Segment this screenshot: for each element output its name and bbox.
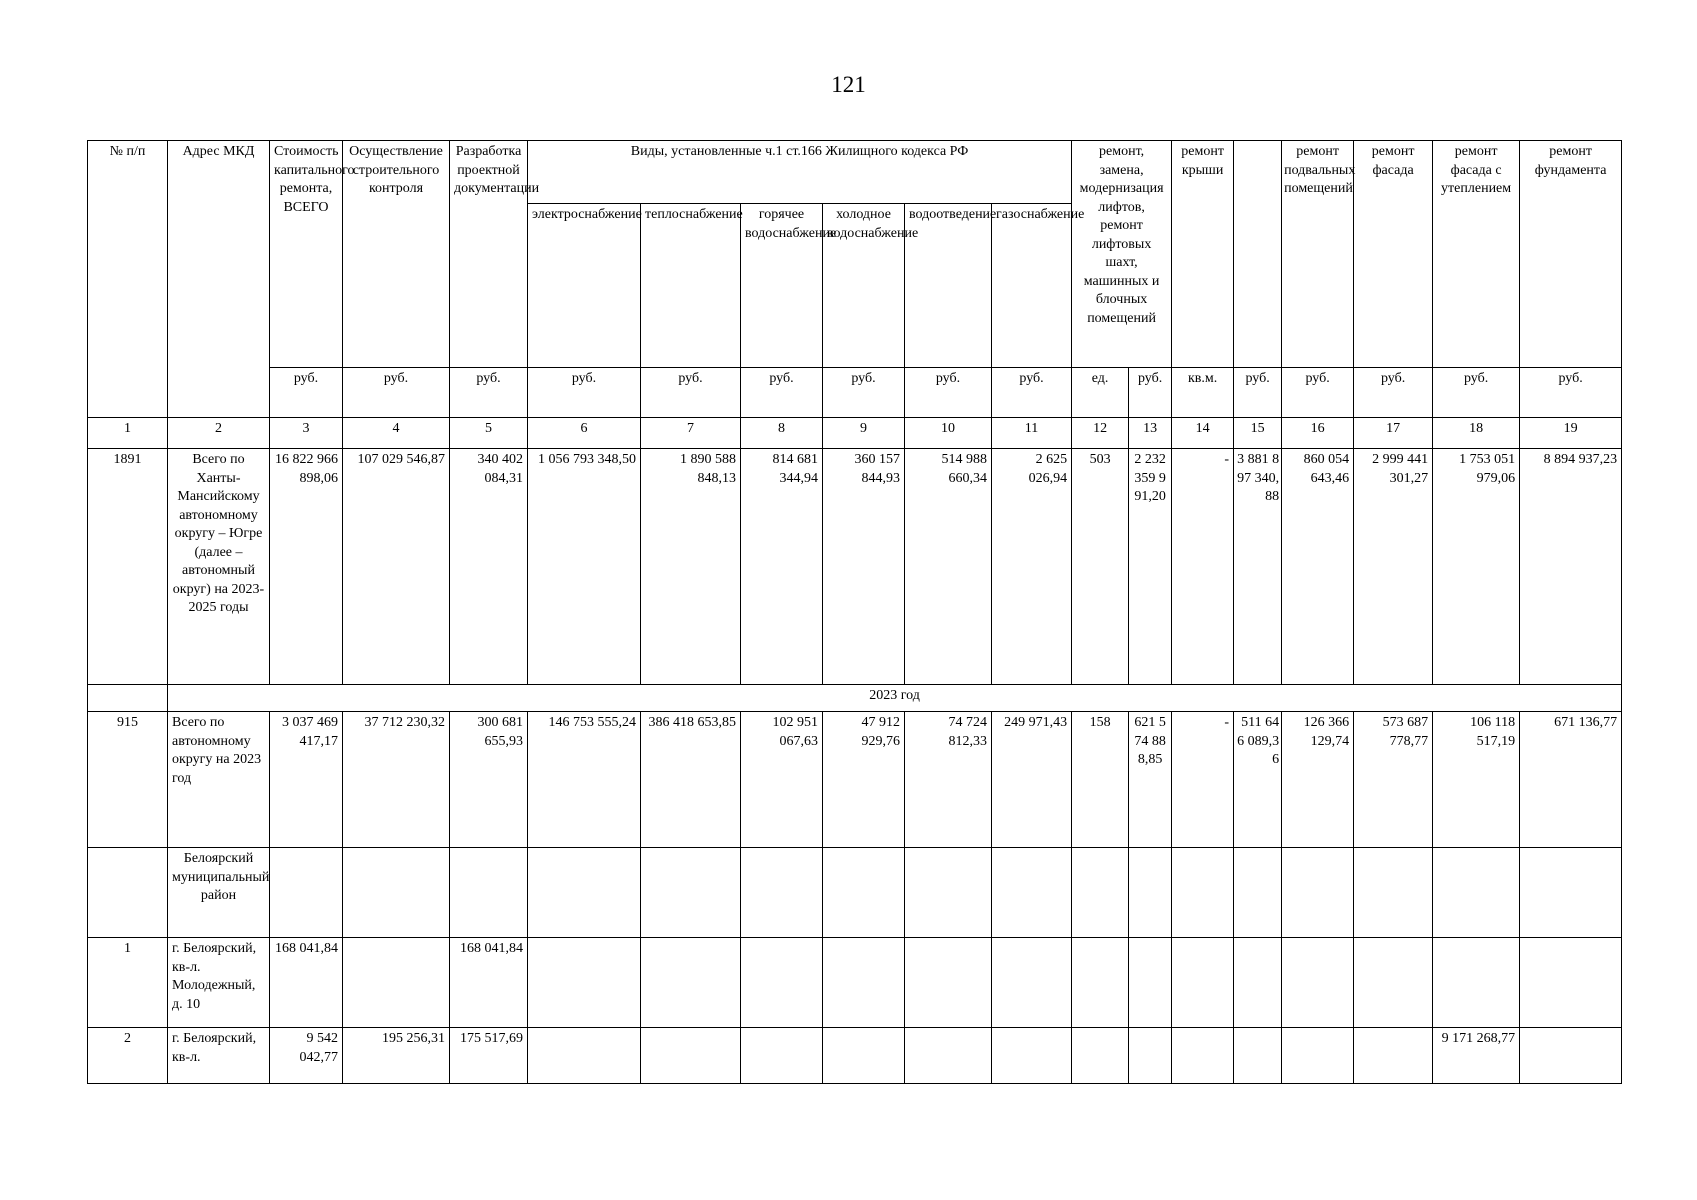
unit-cell: руб.: [450, 368, 528, 418]
unit-cell: руб.: [1354, 368, 1433, 418]
facade-cell: 573 687 778,77: [1354, 712, 1433, 848]
unit-cell: руб.: [741, 368, 823, 418]
unit-cell: руб.: [1234, 368, 1282, 418]
table-row: [88, 938, 1622, 1028]
basement-cell: 126 366 129,74: [1282, 712, 1354, 848]
construction-control-cell: 195 256,31: [343, 1028, 450, 1084]
empty-cell: [1433, 848, 1520, 938]
address-cell: г. Белоярский, кв-л. Молодежный, д. 10: [168, 938, 270, 1028]
empty-cell: [1282, 1028, 1354, 1084]
cost-total-cell: 168 041,84: [270, 938, 343, 1028]
drainage-cell: 74 724 812,33: [905, 712, 992, 848]
foundation-cell: 671 136,77: [1520, 712, 1622, 848]
capital-repair-table: [87, 140, 1622, 1084]
construction-control-cell: 37 712 230,32: [343, 712, 450, 848]
heat-cell: 386 418 653,85: [641, 712, 741, 848]
roof-cost-cell: 511 646 089,36: [1234, 712, 1282, 848]
unit-cell: руб.: [270, 368, 343, 418]
empty-cell: [1520, 1028, 1622, 1084]
empty-cell: [528, 938, 641, 1028]
empty-cell: [1129, 848, 1172, 938]
empty-cell: [741, 848, 823, 938]
construction-control-cell: 107 029 546,87: [343, 449, 450, 685]
col-number: 4: [343, 418, 450, 449]
unit-cell: руб.: [905, 368, 992, 418]
header-cold-water: холодное водоснабжение: [823, 204, 905, 368]
col-number: 9: [823, 418, 905, 449]
header-foundation: ремонт фундамента: [1520, 141, 1622, 368]
cold-water-cell: 360 157 844,93: [823, 449, 905, 685]
hot-water-cell: 814 681 344,94: [741, 449, 823, 685]
header-roof: ремонт крыши: [1172, 141, 1234, 368]
empty-cell: [1129, 1028, 1172, 1084]
year-label: 2023 год: [168, 685, 1622, 712]
roof-cost-cell: 3 881 897 340,88: [1234, 449, 1282, 685]
header-no: № п/п: [88, 141, 168, 418]
header-drainage: водоотведение: [905, 204, 992, 368]
empty-cell: [1129, 938, 1172, 1028]
empty-cell: [905, 848, 992, 938]
col-number: 10: [905, 418, 992, 449]
address-cell: г. Белоярский, кв-л.: [168, 1028, 270, 1084]
col-number: 6: [528, 418, 641, 449]
empty-cell: [741, 938, 823, 1028]
header-construction-control: Осуществление строительного контроля: [343, 141, 450, 368]
empty-cell: [641, 1028, 741, 1084]
header-address: Адрес МКД: [168, 141, 270, 418]
empty-cell: [528, 848, 641, 938]
unit-cell: кв.м.: [1172, 368, 1234, 418]
col-number: 8: [741, 418, 823, 449]
unit-cell: руб.: [992, 368, 1072, 418]
empty-cell: [1282, 938, 1354, 1028]
lifts-cost-cell: 621 574 888,85: [1129, 712, 1172, 848]
empty-cell: [641, 848, 741, 938]
header-facade-insulation: ремонт фасада с утеплением: [1433, 141, 1520, 368]
empty-cell: [992, 1028, 1072, 1084]
col-number: 12: [1072, 418, 1129, 449]
col-number: 15: [1234, 418, 1282, 449]
col-number: 19: [1520, 418, 1622, 449]
empty-cell: [641, 938, 741, 1028]
column-number-row: [88, 418, 1622, 449]
empty-cell: [1172, 848, 1234, 938]
header-design-docs: Разработка проектной документации: [450, 141, 528, 368]
empty-cell: [823, 1028, 905, 1084]
address-cell: Всего по Ханты-Мансийскому автономному округу – Югре (далее – автономный округ) на 2023-2025 годы: [168, 449, 270, 685]
empty-cell: [343, 938, 450, 1028]
col-number: 13: [1129, 418, 1172, 449]
design-docs-cell: 300 681 655,93: [450, 712, 528, 848]
empty-cell: [992, 848, 1072, 938]
empty-cell: [88, 848, 168, 938]
empty-cell: [270, 848, 343, 938]
empty-cell: [1234, 1028, 1282, 1084]
header-lifts: ремонт, замена, модернизация лифтов, ремонт лифтовых шахт, машинных и блочных помещений: [1072, 141, 1172, 368]
empty-cell: [823, 848, 905, 938]
row-number: 1891: [88, 449, 168, 685]
empty-cell: [823, 938, 905, 1028]
empty-cell: [1172, 1028, 1234, 1084]
col-number: 3: [270, 418, 343, 449]
empty-cell: [343, 848, 450, 938]
unit-cell: руб.: [343, 368, 450, 418]
electro-cell: 1 056 793 348,50: [528, 449, 641, 685]
row-number: 915: [88, 712, 168, 848]
year-row-spacer: [88, 685, 168, 712]
empty-cell: [905, 938, 992, 1028]
design-docs-cell: 168 041,84: [450, 938, 528, 1028]
facade-insulation-cell: 106 118 517,19: [1433, 712, 1520, 848]
col-number: 5: [450, 418, 528, 449]
cost-total-cell: 3 037 469 417,17: [270, 712, 343, 848]
page-number: 121: [831, 72, 866, 97]
empty-cell: [1072, 848, 1129, 938]
heat-cell: 1 890 588 848,13: [641, 449, 741, 685]
foundation-cell: 8 894 937,23: [1520, 449, 1622, 685]
empty-cell: [1234, 938, 1282, 1028]
table-row: [88, 1028, 1622, 1084]
header-group-title: Виды, установленные ч.1 ст.166 Жилищного кодекса РФ: [528, 141, 1072, 204]
cost-total-cell: 9 542 042,77: [270, 1028, 343, 1084]
header-basement: ремонт подвальных помещений: [1282, 141, 1354, 368]
year-row: [88, 685, 1622, 712]
facade-cell: 2 999 441 301,27: [1354, 449, 1433, 685]
header-cost-total: Стоимость капитального ремонта, ВСЕГО: [270, 141, 343, 368]
unit-cell: руб.: [528, 368, 641, 418]
district-name: Белоярский муниципальный район: [168, 848, 270, 938]
cost-total-cell: 16 822 966 898,06: [270, 449, 343, 685]
basement-cell: 860 054 643,46: [1282, 449, 1354, 685]
electro-cell: 146 753 555,24: [528, 712, 641, 848]
row-number: 2: [88, 1028, 168, 1084]
empty-cell: [1520, 938, 1622, 1028]
empty-cell: [1072, 938, 1129, 1028]
header-blank: [1234, 141, 1282, 368]
row-number: 1: [88, 938, 168, 1028]
header-gas: газоснабжение: [992, 204, 1072, 368]
col-number: 18: [1433, 418, 1520, 449]
table-row: [88, 449, 1622, 685]
empty-cell: [1354, 1028, 1433, 1084]
unit-cell: руб.: [1282, 368, 1354, 418]
unit-cell: руб.: [1129, 368, 1172, 418]
roof-sqm-cell: -: [1172, 712, 1234, 848]
empty-cell: [1234, 848, 1282, 938]
empty-cell: [1072, 1028, 1129, 1084]
header-hot-water: горячее водоснабжение: [741, 204, 823, 368]
cold-water-cell: 47 912 929,76: [823, 712, 905, 848]
empty-cell: [528, 1028, 641, 1084]
empty-cell: [741, 1028, 823, 1084]
address-cell: Всего по автономному округу на 2023 год: [168, 712, 270, 848]
col-number: 11: [992, 418, 1072, 449]
lifts-count-cell: 158: [1072, 712, 1129, 848]
header-facade: ремонт фасада: [1354, 141, 1433, 368]
col-number: 7: [641, 418, 741, 449]
header-heat: теплоснабжение: [641, 204, 741, 368]
empty-cell: [1354, 848, 1433, 938]
unit-cell: руб.: [641, 368, 741, 418]
district-row: [88, 848, 1622, 938]
lifts-cost-cell: 2 232 359 991,20: [1129, 449, 1172, 685]
col-number: 16: [1282, 418, 1354, 449]
design-docs-cell: 175 517,69: [450, 1028, 528, 1084]
col-number: 17: [1354, 418, 1433, 449]
empty-cell: [1433, 938, 1520, 1028]
table-row: [88, 712, 1622, 848]
col-number: 14: [1172, 418, 1234, 449]
unit-cell: руб.: [823, 368, 905, 418]
col-number: 2: [168, 418, 270, 449]
gas-cell: 2 625 026,94: [992, 449, 1072, 685]
gas-cell: 249 971,43: [992, 712, 1072, 848]
empty-cell: [1282, 848, 1354, 938]
unit-cell: руб.: [1520, 368, 1622, 418]
lifts-count-cell: 503: [1072, 449, 1129, 685]
empty-cell: [992, 938, 1072, 1028]
empty-cell: [1354, 938, 1433, 1028]
unit-cell: ед.: [1072, 368, 1129, 418]
facade-insulation-cell: 9 171 268,77: [1433, 1028, 1520, 1084]
roof-sqm-cell: -: [1172, 449, 1234, 685]
unit-cell: руб.: [1433, 368, 1520, 418]
empty-cell: [1520, 848, 1622, 938]
design-docs-cell: 340 402 084,31: [450, 449, 528, 685]
facade-insulation-cell: 1 753 051 979,06: [1433, 449, 1520, 685]
col-number: 1: [88, 418, 168, 449]
empty-cell: [450, 848, 528, 938]
empty-cell: [905, 1028, 992, 1084]
empty-cell: [1172, 938, 1234, 1028]
drainage-cell: 514 988 660,34: [905, 449, 992, 685]
hot-water-cell: 102 951 067,63: [741, 712, 823, 848]
header-electro: электроснабжение: [528, 204, 641, 368]
